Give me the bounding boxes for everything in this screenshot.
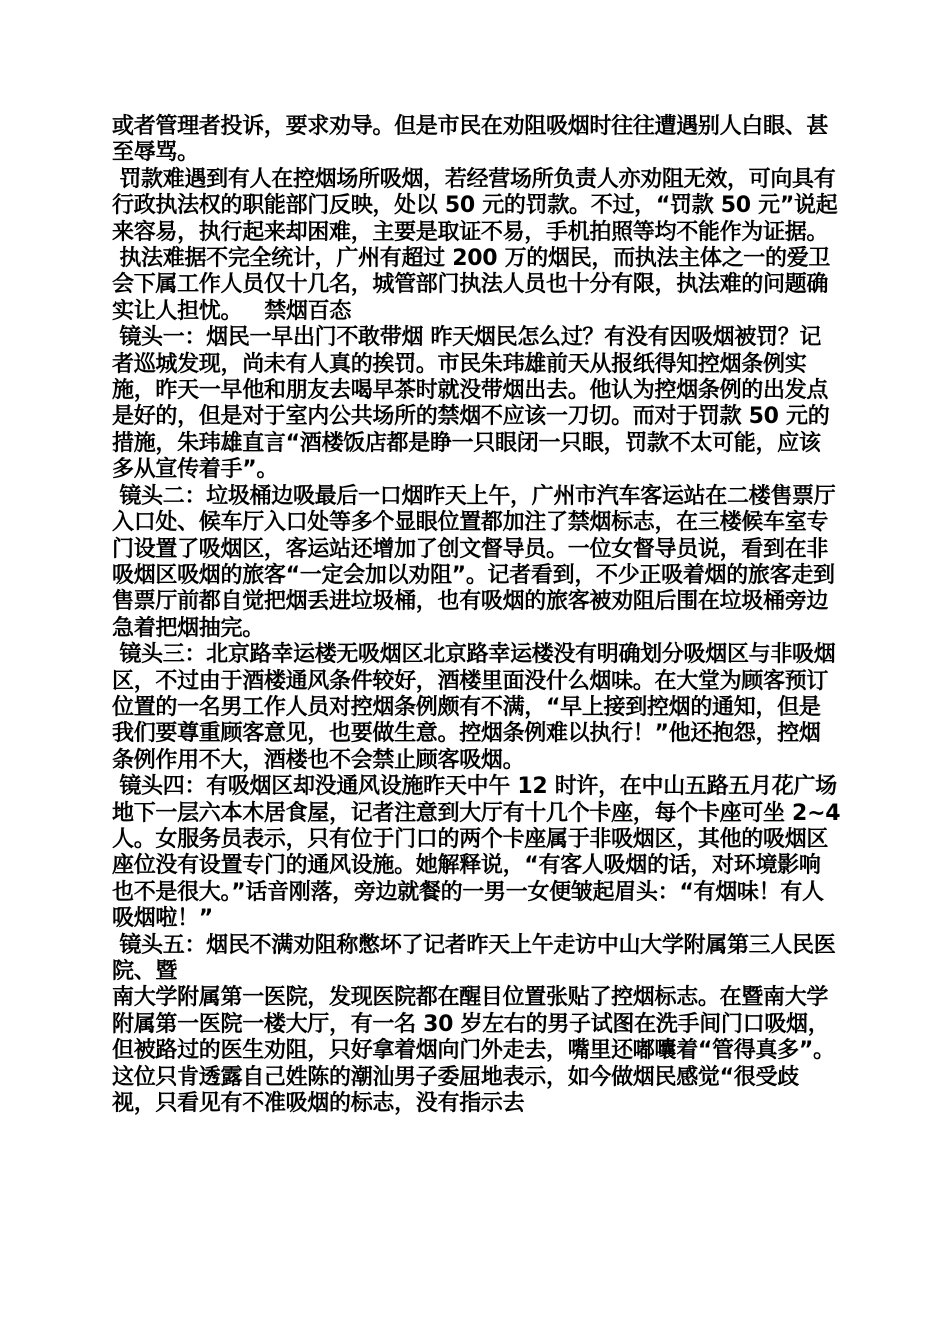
paragraph-complaint: 或者管理者投诉，要求劝导。但是市民在劝阻吸烟时往往遭遇别人白眼、甚至辱骂。	[112, 114, 829, 166]
paragraph-scene-two: 镜头二：垃圾桶边吸最后一口烟昨天上午，广州市汽车客运站在二楼售票厅入口处、候车厅入口处等多个显眼位置都加注了禁烟标志，在三楼候车室专门设置了吸烟区，客运站还增加了创文督导员。一位女督导员说，看到在非吸烟区吸烟的旅客“一定会加以劝阻”。记者看到，不少正吸着烟的旅客走到售票厅前都自觉把烟丢进垃圾桶，也有吸烟的旅客被劝阻后围在垃圾桶旁边急着把烟抽完。	[112, 483, 836, 641]
paragraph-scene-four: 镜头四：有吸烟区却没通风设施昨天中午 12 时许，在中山五路五月花广场地下一层六本木居食屋，记者注意到大厅有十几个卡座，每个卡座可坐 2~4 人。女服务员表示，只有位于门口的两个卡座属于非吸烟区，其他的吸烟区座位没有设置专门的通风设施。她解释说，“有客人吸烟的话，对环境影响也不是很大。”话音刚落，旁边就餐的一男一女便皱起眉头：“有烟味！有人吸烟啦！”	[112, 774, 848, 932]
document-page	[112, 114, 848, 1117]
paragraph-scene-five: 镜头五：烟民不满劝阻称憋坏了记者昨天上午走访中山大学附属第三人民医院、暨	[112, 932, 836, 984]
paragraph-scene-three: 镜头三：北京路幸运楼无吸烟区北京路幸运楼没有明确划分吸烟区与非吸烟区，不过由于酒楼通风条件较好，酒楼里面没什么烟味。在大堂为顾客预订位置的一名男工作人员对控烟条例颇有不满，“早上接到控烟的通知，但是我们要尊重顾客意见，也要做生意。控烟条例难以执行！”他还抱怨，控烟条例作用不大，酒楼也不会禁止顾客吸烟。	[112, 642, 836, 773]
paragraph-enforcement-difficulty: 执法难据不完全统计，广州有超过 200 万的烟民，而执法主体之一的爱卫会下属工作人员仅十几名，城管部门执法人员也十分有限，执法难的问题确实让人担忧。 禁烟百态	[112, 246, 831, 324]
paragraph-fine-difficulty: 罚款难遇到有人在控烟场所吸烟，若经营场所负责人亦劝阻无效，可向具有行政执法权的职能部门反映，处以 50 元的罚款。不过，“罚款 50 元”说起来容易，执行起来却困难，主要是取证不易，手机拍照等均不能作为证据。	[112, 166, 838, 245]
paragraph-scene-five-continued: 南大学附属第一医院，发现医院都在醒目位置张贴了控烟标志。在暨南大学附属第一医院一楼大厅，有一名 30 岁左右的男子试图在洗手间门口吸烟，但被路过的医生劝阻，只好拿着烟向门外走去，嘴里还嘟囔着“管得真多”。这位只肯透露自己姓陈的潮汕男子委屈地表示，如今做烟民感觉“很受歧视，只看见有不准吸烟的标志，没有指示去	[112, 985, 835, 1117]
paragraph-scene-one: 镜头一：烟民一早出门不敢带烟 昨天烟民怎么过？有没有因吸烟被罚？记者巡城发现，尚未有人真的挨罚。市民朱玮雄前天从报纸得知控烟条例实施，昨天一早他和朋友去喝早茶时就没带烟出去。他认为控烟条例的出发点是好的，但是对于室内公共场所的禁烟不应该一刀切。而对于罚款 50 元的措施，朱玮雄直言“酒楼饭店都是睁一只眼闭一只眼，罚款不太可能，应该多从宣传着手”。	[112, 325, 830, 483]
